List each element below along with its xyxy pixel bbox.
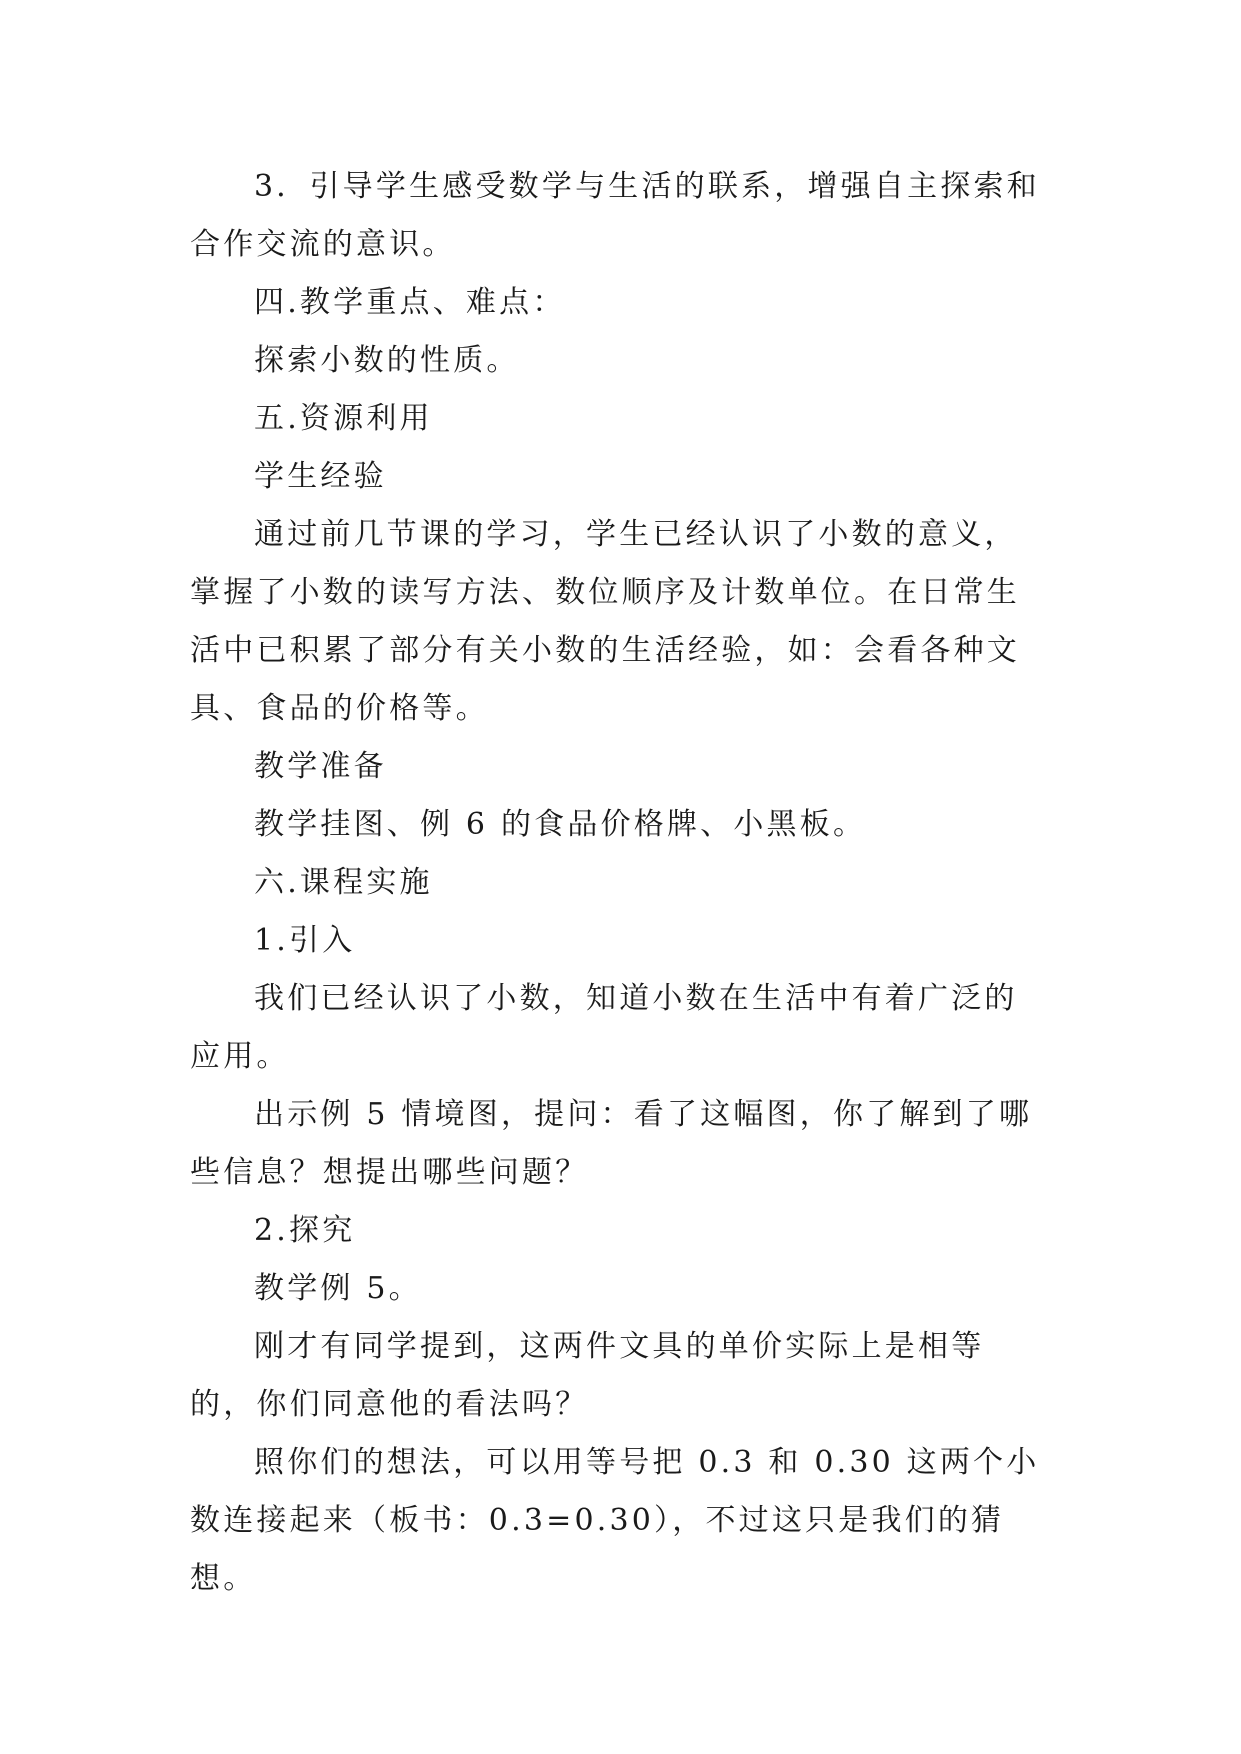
student-experience-subheading: 学生经验 <box>254 459 387 494</box>
student-experience-paragraph: 通过前几节课的学习，学生已经认识了小数的意义，掌握了小数的读写方法、数位顺序及计数单位。在日常生活中已积累了部分有关小数的生活经验，如：会看各种文具、食品的价格等。 <box>190 517 1020 726</box>
section-5-heading: 五.资源利用 <box>254 401 433 436</box>
section-4-heading: 四.教学重点、难点： <box>254 285 566 320</box>
step-1-heading: 1.引入 <box>254 923 356 958</box>
section-6-heading: 六.课程实施 <box>254 865 433 900</box>
key-points-paragraph: 探索小数的性质。 <box>254 343 520 378</box>
introduction-paragraph: 我们已经认识了小数，知道小数在生活中有着广泛的应用。 <box>190 981 1018 1074</box>
equation-conjecture-paragraph: 照你们的想法，可以用等号把 0.3 和 0.30 这两个小数连接起来（板书：0.3=0.30），不过这只是我们的猜想。 <box>190 1445 1040 1596</box>
teaching-preparation-subheading: 教学准备 <box>254 749 387 784</box>
teaching-preparation-paragraph: 教学挂图、例 6 的食品价格牌、小黑板。 <box>254 807 867 842</box>
example-5-prompt-paragraph: 出示例 5 情境图，提问：看了这幅图，你了解到了哪些信息？想提出哪些问题？ <box>190 1097 1033 1190</box>
teach-example-5-paragraph: 教学例 5。 <box>254 1271 422 1306</box>
step-2-heading: 2.探究 <box>254 1213 356 1248</box>
objective-3-paragraph: 3．引导学生感受数学与生活的联系，增强自主探索和合作交流的意识。 <box>190 169 1040 262</box>
document-page <box>190 158 1050 1608</box>
unit-price-question-paragraph: 刚才有同学提到，这两件文具的单价实际上是相等的，你们同意他的看法吗？ <box>190 1329 985 1422</box>
